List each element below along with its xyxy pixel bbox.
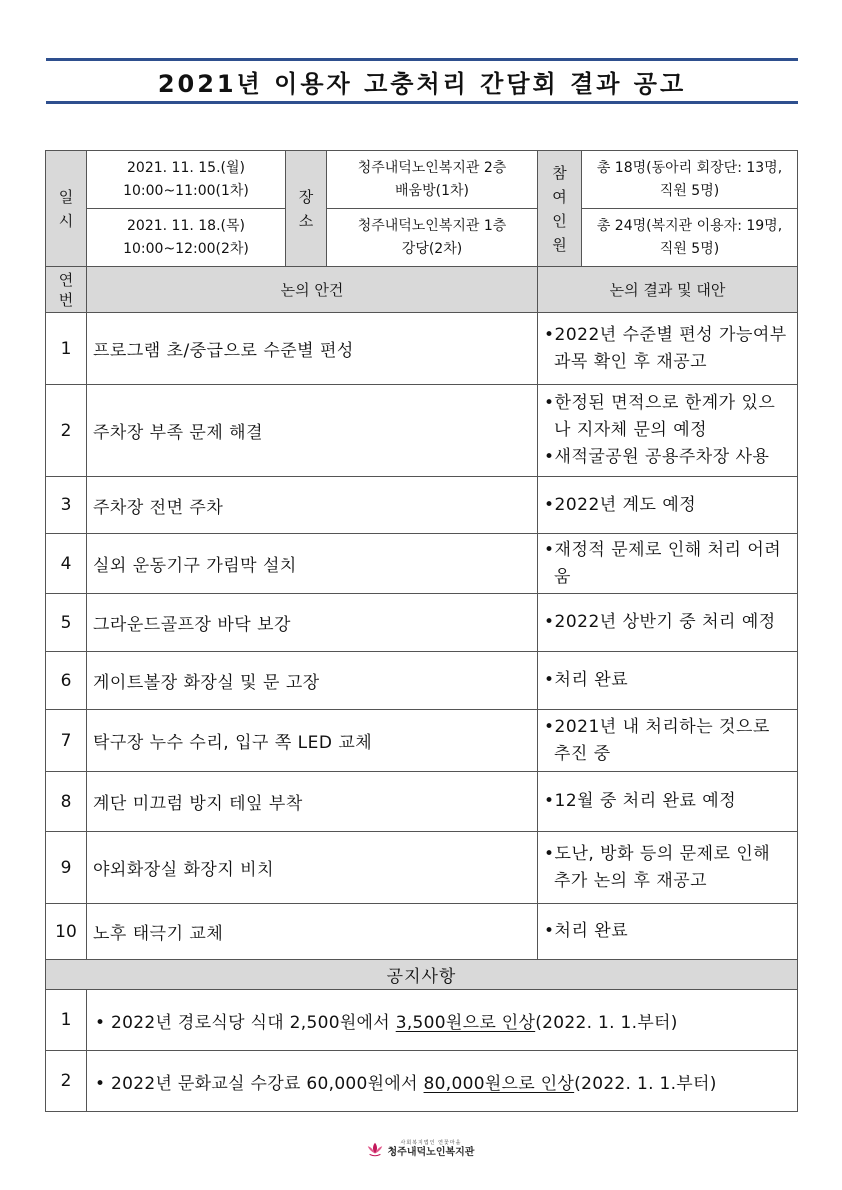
- session1-date: 2021. 11. 15.(월) 10:00~11:00(1차): [87, 151, 286, 209]
- result-cell: [538, 710, 798, 772]
- row-number: 9: [46, 832, 87, 904]
- session2-attendees: 총 24명(복지관 이용자: 19명, 직원 5명): [582, 209, 798, 267]
- org-small-text: 사회복지법인 연꽃마을: [400, 1139, 462, 1146]
- notice-row: [46, 990, 798, 1051]
- result-item: •한정된 면적으로 한계가 있으나 지자체 문의 예정: [544, 393, 776, 440]
- notice-row: [46, 1051, 798, 1112]
- notice-number: 1: [46, 990, 87, 1051]
- no-header: 연 번: [46, 267, 87, 313]
- result-cell: [538, 904, 798, 960]
- result-item: •2022년 수준별 편성 가능여부 과목 확인 후 재공고: [544, 324, 787, 372]
- footer-logo: [330, 1136, 510, 1162]
- table-row: [46, 710, 798, 772]
- table-row: [46, 594, 798, 652]
- row-number: 2: [46, 385, 87, 477]
- info-row-1: [46, 151, 798, 209]
- session1-place: 청주내덕노인복지관 2층 배움방(1차): [327, 151, 538, 209]
- row-number: 5: [46, 594, 87, 652]
- row-number: 3: [46, 477, 87, 534]
- table-row: [46, 904, 798, 960]
- result-cell: [538, 772, 798, 832]
- agenda-item: 계단 미끄럼 방지 테잎 부착: [87, 772, 538, 832]
- notice-prefix: • 2022년 경로식당 식대 2,500원에서: [95, 1012, 396, 1033]
- notice-header-row: [46, 960, 798, 990]
- notice-suffix: (2022. 1. 1.부터): [535, 1012, 678, 1033]
- agenda-item: 주차장 전면 주차: [87, 477, 538, 534]
- table-row: [46, 832, 798, 904]
- result-item: •새적굴공원 공용주차장 사용: [544, 447, 770, 467]
- agenda-header: 논의 안건: [87, 267, 538, 313]
- notice-text: [87, 1051, 798, 1112]
- notice-text: [87, 990, 798, 1051]
- row-number: 7: [46, 710, 87, 772]
- agenda-item: 주차장 부족 문제 해결: [87, 385, 538, 477]
- meeting-result-table: [45, 150, 798, 1112]
- result-item: •재정적 문제로 인해 처리 어려움: [544, 539, 782, 587]
- table-row: [46, 385, 798, 477]
- result-cell: [538, 594, 798, 652]
- agenda-item: 그라운드골프장 바닥 보강: [87, 594, 538, 652]
- org-name: 청주내덕노인복지관: [387, 1146, 475, 1158]
- column-header-row: [46, 267, 798, 313]
- title-bar: [46, 58, 798, 104]
- agenda-item: 프로그램 초/중급으로 수준별 편성: [87, 313, 538, 385]
- table-row: [46, 652, 798, 710]
- agenda-item: 탁구장 누수 수리, 입구 쪽 LED 교체: [87, 710, 538, 772]
- result-header: 논의 결과 및 대안: [538, 267, 798, 313]
- row-number: 6: [46, 652, 87, 710]
- result-cell: [538, 652, 798, 710]
- result-item: •2021년 내 처리하는 것으로 추진 중: [544, 716, 770, 764]
- row-number: 4: [46, 534, 87, 594]
- agenda-item: 실외 운동기구 가림막 설치: [87, 534, 538, 594]
- notice-header: 공지사항: [46, 960, 798, 990]
- result-item: •처리 완료: [544, 921, 629, 941]
- row-number: 1: [46, 313, 87, 385]
- table-row: [46, 534, 798, 594]
- notice-prefix: • 2022년 문화교실 수강료 60,000원에서: [95, 1073, 424, 1094]
- row-number: 10: [46, 904, 87, 960]
- result-item: •2022년 계도 예정: [544, 494, 697, 515]
- session2-place: 청주내덕노인복지관 1층 강당(2차): [327, 209, 538, 267]
- lotus-logo-icon: [366, 1140, 384, 1158]
- date-label: 일 시: [46, 151, 87, 267]
- info-row-2: [46, 209, 798, 267]
- agenda-item: 게이트볼장 화장실 및 문 고장: [87, 652, 538, 710]
- table-row: [46, 313, 798, 385]
- agenda-item: 야외화장실 화장지 비치: [87, 832, 538, 904]
- page-title: 2021년 이용자 고충처리 간담회 결과 공고: [157, 69, 687, 98]
- notice-suffix: (2022. 1. 1.부터): [574, 1073, 717, 1094]
- agenda-item: 노후 태극기 교체: [87, 904, 538, 960]
- result-cell: [538, 832, 798, 904]
- result-item: •도난, 방화 등의 문제로 인해 추가 논의 후 재공고: [544, 843, 771, 891]
- place-label: 장 소: [286, 151, 327, 267]
- result-cell: [538, 477, 798, 534]
- notice-highlight: 3,500원으로 인상: [395, 1012, 536, 1033]
- result-cell: [538, 534, 798, 594]
- table-row: [46, 772, 798, 832]
- notice-number: 2: [46, 1051, 87, 1112]
- session2-date: 2021. 11. 18.(목) 10:00~12:00(2차): [87, 209, 286, 267]
- result-cell: [538, 313, 798, 385]
- result-item: •처리 완료: [544, 670, 629, 690]
- session1-attendees: 총 18명(동아리 회장단: 13명, 직원 5명): [582, 151, 798, 209]
- result-cell: [538, 385, 798, 477]
- attendees-label: 참 여 인 원: [538, 151, 582, 267]
- table-row: [46, 477, 798, 534]
- row-number: 8: [46, 772, 87, 832]
- result-item: •12월 중 처리 완료 예정: [544, 791, 737, 811]
- notice-highlight: 80,000원으로 인상: [423, 1073, 575, 1094]
- result-item: •2022년 상반기 중 처리 예정: [544, 612, 776, 632]
